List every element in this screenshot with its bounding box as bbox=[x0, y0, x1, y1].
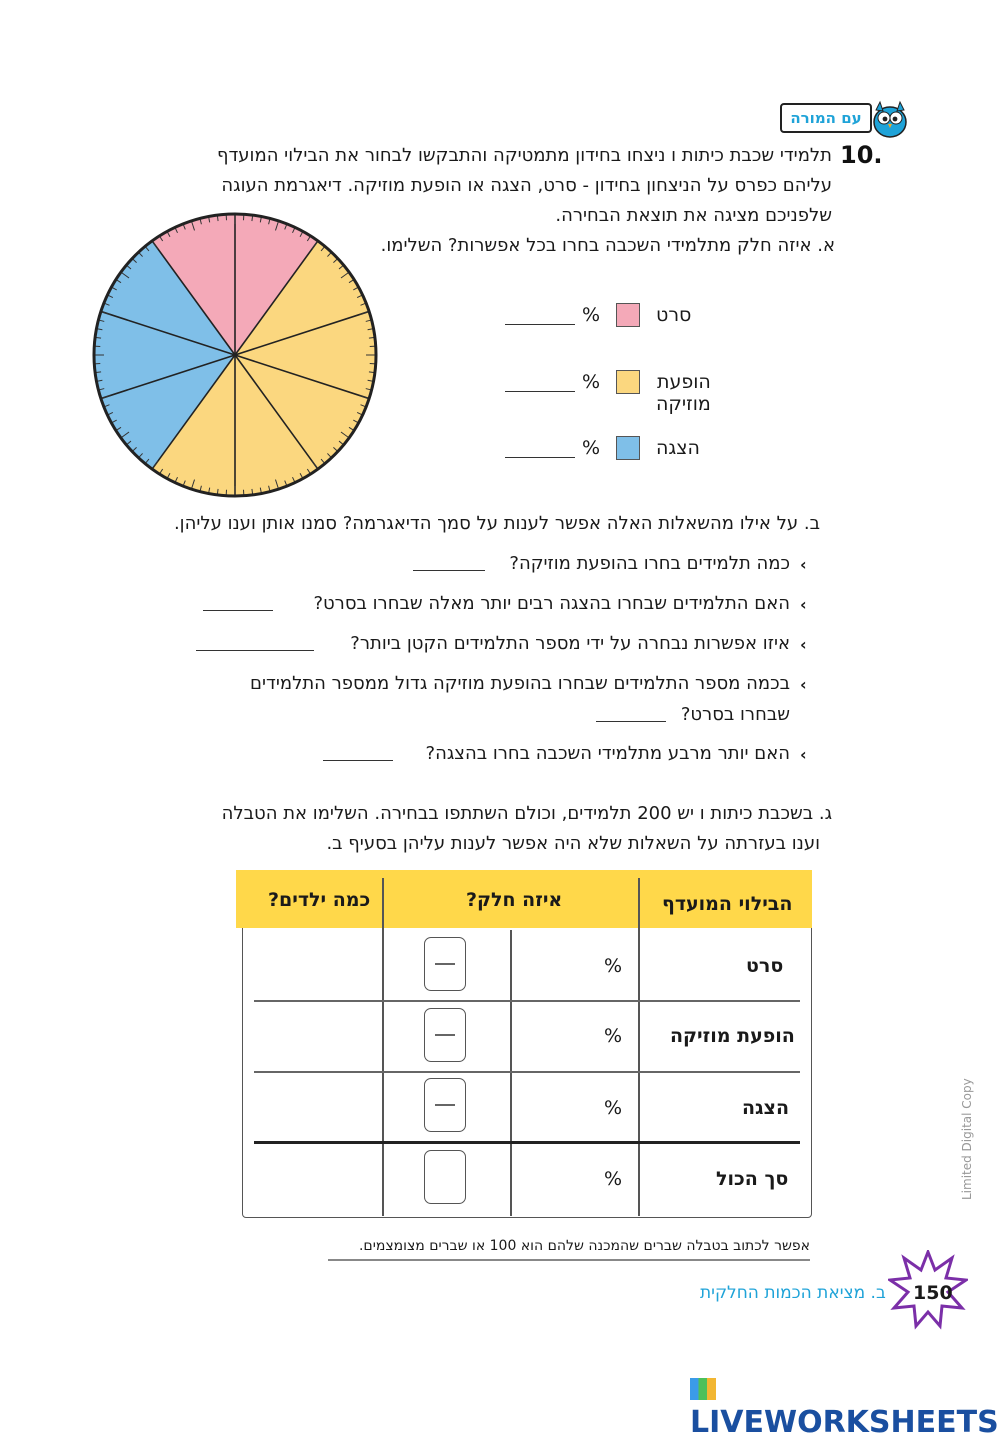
chevron-icon: ‹ bbox=[800, 555, 807, 574]
legend-swatch-music bbox=[616, 370, 640, 394]
th-count: כמה ילדים? bbox=[268, 889, 370, 911]
chevron-icon: ‹ bbox=[800, 745, 807, 764]
row-divider bbox=[254, 1000, 800, 1002]
intro-line-1: תלמידי שכבת כיתות ו ניצחו בחידון מתמטיקה והתבקשו לבחור את הבילוי המועדף bbox=[152, 141, 832, 171]
brand-logo bbox=[690, 1370, 1000, 1440]
intro-line-3: שלפניכם מציגה את תוצאת הבחירה. bbox=[152, 201, 832, 231]
b-blank-2[interactable] bbox=[203, 610, 273, 611]
legend-label-music: הופעת מוזיקה bbox=[656, 371, 711, 415]
logo-icon bbox=[690, 1378, 716, 1400]
legend-percent-1: % bbox=[582, 304, 600, 326]
b-blank-4[interactable] bbox=[596, 721, 666, 722]
chevron-icon: ‹ bbox=[800, 595, 807, 614]
pie-chart bbox=[90, 210, 380, 500]
b-blank-5[interactable] bbox=[323, 760, 393, 761]
teacher-tag bbox=[780, 100, 920, 140]
total-box[interactable] bbox=[424, 1150, 466, 1204]
row-label-show: הצגה bbox=[742, 1097, 789, 1119]
page-number: 150 bbox=[913, 1282, 953, 1304]
row-percent: % bbox=[604, 955, 622, 977]
legend-percent-3: % bbox=[582, 437, 600, 459]
teacher-tag-label: עם המורה bbox=[780, 103, 872, 133]
th-activity: הבילוי המועדף bbox=[662, 893, 792, 915]
section-title: ב. מציאת הכמות החלקית bbox=[700, 1283, 886, 1303]
col-divider bbox=[638, 878, 640, 1216]
b-item-1: כמה תלמידים בחרו בהופעת מוזיקה? bbox=[509, 549, 790, 579]
b-item-4: בכמה מספר התלמידים שבחרו בהופעת מוזיקה גדול ממספר התלמידים bbox=[250, 669, 790, 699]
row-label-music: הופעת מוזיקה bbox=[670, 1025, 795, 1047]
owl-icon bbox=[868, 100, 913, 140]
b-item-4-cont: שבחרו בסרט? bbox=[681, 700, 790, 730]
row-divider bbox=[254, 1071, 800, 1073]
chevron-icon: ‹ bbox=[800, 635, 807, 654]
b-blank-3[interactable] bbox=[196, 650, 314, 651]
note-underline bbox=[328, 1259, 810, 1261]
b-item-2: האם התלמידים שבחרו בהצגה רבים יותר מאלה שבחרו בסרט? bbox=[313, 589, 790, 619]
fraction-box[interactable] bbox=[424, 937, 466, 991]
note: אפשר לכתוב בטבלה שברים שהמכנה שלהם הוא 100 או שברים מצומצמים. bbox=[330, 1238, 810, 1254]
question-number: 10. bbox=[840, 141, 883, 169]
chevron-icon: ‹ bbox=[800, 675, 807, 694]
intro-line-2: עליהם כפרס על הניצחון בחידון - סרט, הצגה או הופעת מוזיקה. דיאגרמת העוגה bbox=[152, 171, 832, 201]
total-divider bbox=[254, 1141, 800, 1144]
legend-label-movie: סרט bbox=[656, 304, 691, 326]
b-blank-1[interactable] bbox=[413, 570, 485, 571]
row-label-movie: סרט bbox=[746, 955, 783, 977]
th-fraction: איזה חלק? bbox=[466, 889, 562, 911]
b-item-3: איזו אפשרות נבחרה על ידי מספר התלמידים הקטן ביותר? bbox=[350, 629, 790, 659]
fraction-box[interactable] bbox=[424, 1078, 466, 1132]
row-percent: % bbox=[604, 1097, 622, 1119]
part-c-line-2: וענו בעזרתה על השאלות שלא היה אפשר לענות עליהן בסעיף ב. bbox=[170, 829, 820, 859]
legend-swatch-show bbox=[616, 436, 640, 460]
b-item-5: האם יותר מרבע מתלמידי השכבה בחרו בהצגה? bbox=[426, 739, 790, 769]
row-percent: % bbox=[604, 1168, 622, 1190]
fraction-box[interactable] bbox=[424, 1008, 466, 1062]
legend-percent-2: % bbox=[582, 371, 600, 393]
part-a-question: א. איזה חלק מתלמידי השכבה בחרו בכל אפשרות? השלימו. bbox=[315, 231, 835, 261]
col-divider bbox=[382, 878, 384, 1216]
row-label-total: סך הכול bbox=[716, 1168, 788, 1190]
legend-swatch-movie bbox=[616, 303, 640, 327]
watermark: Limited Digital Copy bbox=[960, 1078, 974, 1200]
row-percent: % bbox=[604, 1025, 622, 1047]
col-divider bbox=[510, 930, 512, 1216]
brand-name: LIVEWORKSHEETS bbox=[690, 1405, 999, 1440]
part-c-line-1: ג. בשכבת כיתות ו יש 200 תלמידים, וכולם השתתפו בבחירה. השלימו את הטבלה bbox=[132, 799, 832, 829]
legend-label-show: הצגה bbox=[656, 437, 700, 459]
part-b-question: ב. על אילו מהשאלות האלה אפשר לענות על סמך הדיאגרמה? סמנו אותן וענו עליהן. bbox=[140, 509, 820, 539]
